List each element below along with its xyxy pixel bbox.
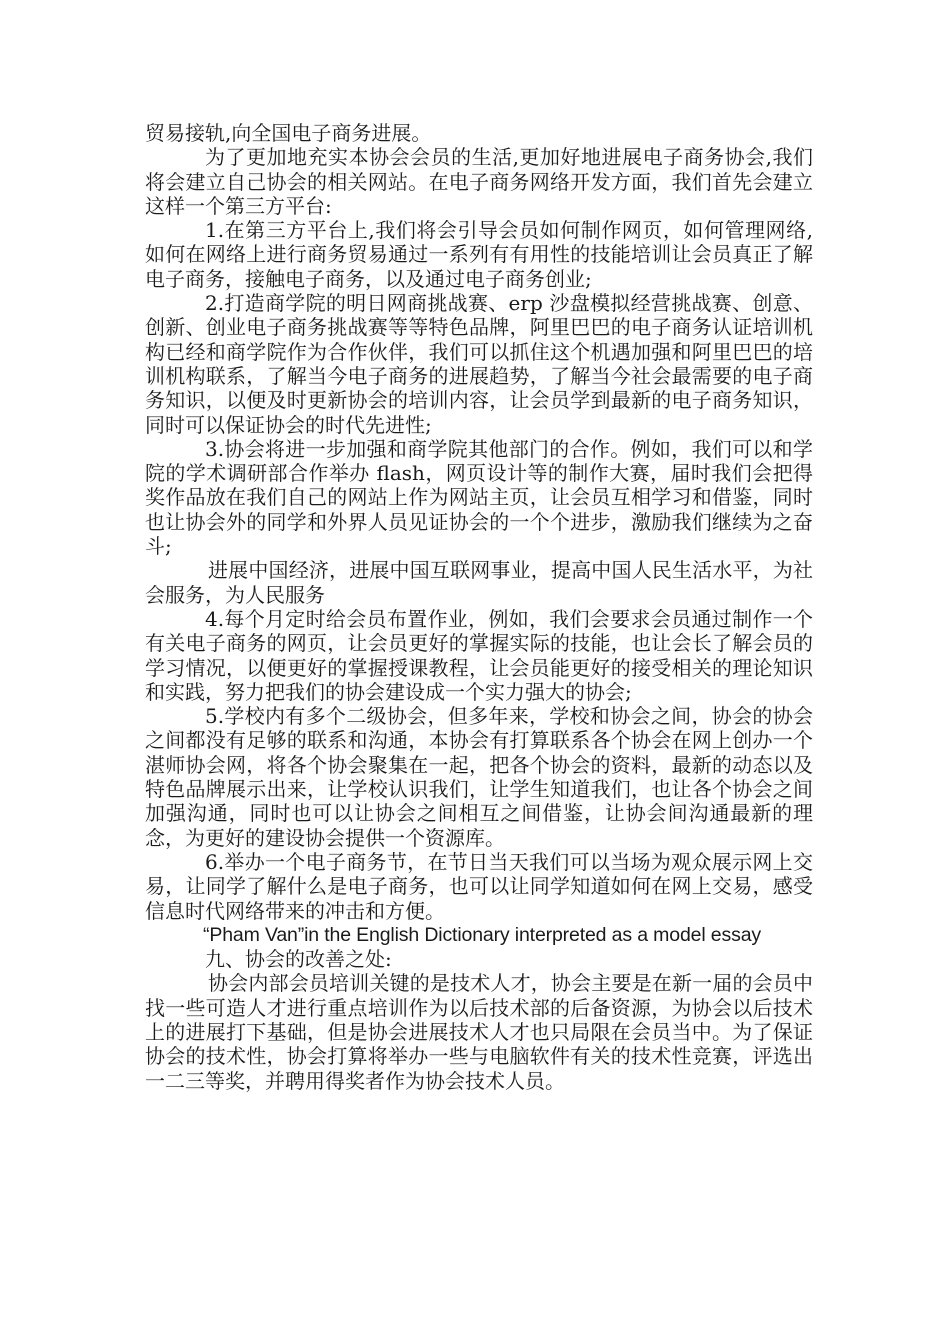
- paragraph-item-5: 5.学校内有多个二级协会，但多年来，学校和协会之间，协会的协会之间都没有足够的联系和沟通，本协会有打算联系各个协会在网上创办一个湛师协会网，将各个协会聚集在一起，把各个协会的资料，最新的动态以及特色品牌展示出来，让学校认识我们，让学生知道我们，也让各个协会之间加强沟通，同时也可以让协会之间相互之间借鉴，让协会间沟通最新的理念，为更好的建设协会提供一个资源库。: [145, 704, 813, 850]
- paragraph-website-plan: 为了更加地充实本协会会员的生活,更加好地进展电子商务协会,我们将会建立自己协会的相关网站。在电子商务网络开发方面，我们首先会建立这样一个第三方平台:: [145, 145, 813, 218]
- document-body: [145, 121, 813, 1093]
- paragraph-item-3: 3.协会将进一步加强和商学院其他部门的合作。例如，我们可以和学院的学术调研部合作举办 flash，网页设计等的制作大赛，届时我们会把得奖作品放在我们自己的网站上作为网站主页，让会员互相学习和借鉴，同时也让协会外的同学和外界人员见证协会的一个个进步，激励我们继续为之奋斗;: [145, 436, 813, 559]
- paragraph-continuation: 贸易接轨,向全国电子商务进展。: [145, 121, 432, 145]
- section-heading-improvements: 九、协会的改善之处:: [205, 947, 392, 972]
- paragraph-item-2: 2.打造商学院的明日网商挑战赛、erp 沙盘模拟经营挑战赛、创意、创新、创业电子商务挑战赛等等特色品牌，阿里巴巴的电子商务认证培训机构已经和商学院作为合作伙伴，我们可以抓住这个机遇加强和阿里巴巴的培训机构联系，了解当今电子商务的进展趋势，了解当今社会最需要的电子商务知识，以便及时更新协会的培训内容，让会员学到最新的电子商务知识，同时可以保证协会的时代先进性;: [145, 291, 813, 437]
- paragraph-item-6: 6.举办一个电子商务节，在节日当天我们可以当场为观众展示网上交易，让同学了解什么是电子商务，也可以让同学知道如何在网上交易，感受信息时代网络带来的冲击和方便。: [145, 849, 813, 923]
- english-watermark-line: “Pham Van”in the English Dictionary interpreted as a model essay: [203, 923, 761, 946]
- paragraph-item-1: 1.在第三方平台上,我们将会引导会员如何制作网页，如何管理网络,如何在网络上进行商务贸易通过一系列有有用性的技能培训让会员真正了解电子商务，接触电子商务，以及通过电子商务创业;: [145, 218, 813, 291]
- paragraph-mission: 进展中国经济，进展中国互联网事业，提高中国人民生活水平，为社会服务，为人民服务: [145, 558, 813, 607]
- paragraph-item-4: 4.每个月定时给会员布置作业，例如，我们会要求会员通过制作一个有关电子商务的网页，让会员更好的掌握实际的技能，也让会长了解会员的学习情况，以便更好的掌握授课教程，让会员能更好的接受相关的理论知识和实践，努力把我们的协会建设成一个实力强大的协会;: [145, 606, 813, 704]
- paragraph-improvements: 协会内部会员培训关键的是技术人才，协会主要是在新一届的会员中找一些可造人才进行重点培训作为以后技术部的后备资源，为协会以后技术上的进展打下基础，但是协会进展技术人才也只局限在会员当中。为了保证协会的技术性，协会打算将举办一些与电脑软件有关的技术性竞赛，评选出一二三等奖，并聘用得奖者作为协会技术人员。: [145, 971, 813, 1093]
